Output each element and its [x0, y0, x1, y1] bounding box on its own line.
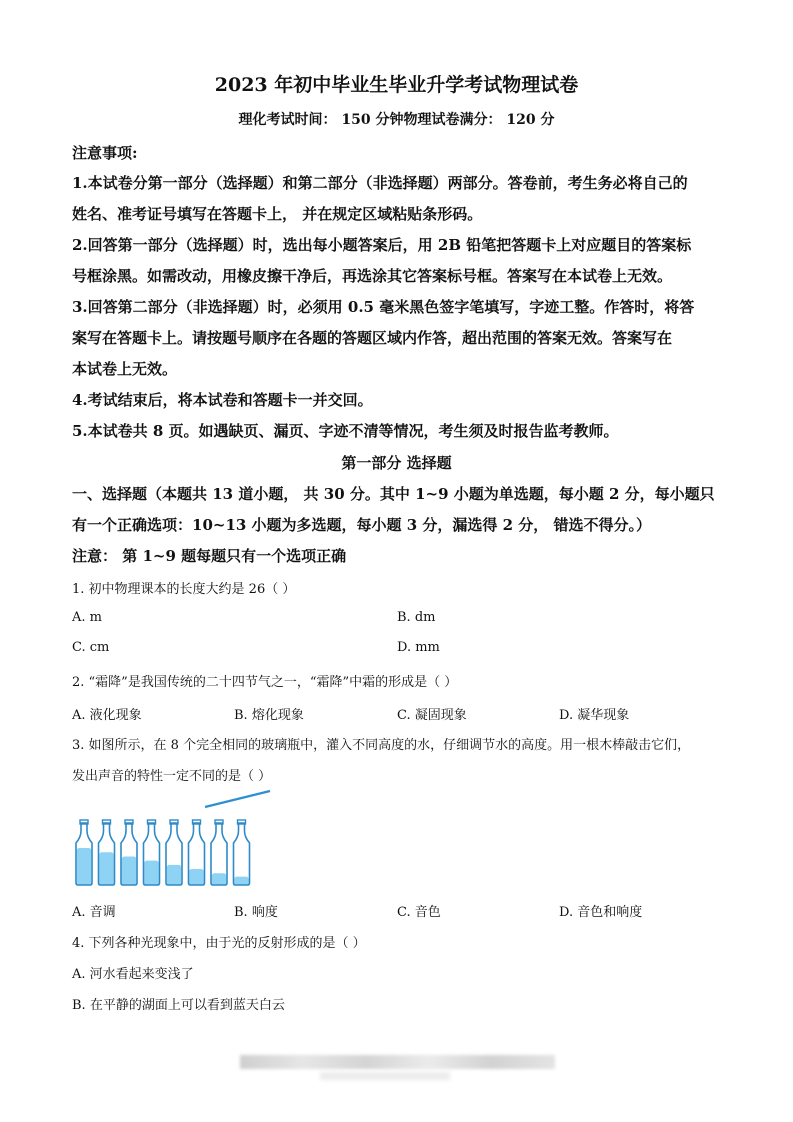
q2-option-a: A. 液化现象: [72, 708, 142, 723]
bottle-cap: [215, 820, 223, 824]
q4-option-b: B. 在平静的湖面上可以看到蓝天白云: [72, 998, 285, 1013]
bottle-cap: [170, 820, 178, 824]
notice-line: 4.考试结束后，将本试卷和答题卡一并交回。: [72, 391, 373, 409]
q1-option-c: C. cm: [72, 640, 110, 655]
q2-option-d: D. 凝华现象: [559, 708, 630, 723]
q1-option-b: B. dm: [397, 610, 436, 625]
water-fill: [189, 869, 203, 885]
question-1-stem: 1. 初中物理课本的长度大约是 26（ ）: [72, 582, 296, 597]
bottle-cap: [80, 820, 88, 824]
q1-option-d: D. mm: [397, 640, 440, 655]
water-fill: [212, 873, 226, 885]
notice-line: 1.本试卷分第一部分（选择题）和第二部分（非选择题）两部分。答卷前，考生务必将自己的: [72, 174, 688, 192]
q3-option-c: C. 音色: [397, 905, 441, 920]
question-3-stem-cont: 发出声音的特性一定不同的是（ ）: [72, 769, 272, 784]
part1-heading: 第一部分 选择题: [341, 454, 452, 472]
glass-bottle: [99, 820, 115, 885]
water-fill: [122, 856, 136, 885]
water-fill: [77, 848, 91, 885]
exam-subtitle: 理化考试时间： 150 分钟物理试卷满分： 120 分: [238, 112, 555, 128]
exam-title: 2023 年初中毕业生毕业升学考试物理试卷: [214, 74, 579, 96]
wooden-stick: [205, 791, 270, 807]
bottle-cap: [193, 820, 201, 824]
q2-option-c: C. 凝固现象: [397, 708, 467, 723]
blurred-footer: [240, 1055, 555, 1069]
bottle-cap: [103, 820, 111, 824]
bottle-outline: [234, 823, 250, 885]
glass-bottle: [211, 820, 227, 885]
water-fill: [144, 861, 158, 885]
glass-bottle: [76, 820, 92, 885]
glass-bottle: [189, 820, 205, 885]
glass-bottle: [166, 820, 182, 885]
section-instruction: 有一个正确选项：10~13 小题为多选题，每小题 3 分，漏选得 2 分， 错选不得分。）: [72, 516, 652, 534]
glass-bottle: [121, 820, 137, 885]
section-instruction: 一、选择题（本题共 13 道小题， 共 30 分。其中 1~9 小题为单选题，每小题 2 分，每小题只: [72, 485, 715, 503]
notice-line: 姓名、准考证号填写在答题卡上， 并在规定区域粘贴条形码。: [72, 205, 483, 223]
bottle-cap: [125, 820, 133, 824]
water-fill: [99, 852, 113, 885]
water-fill: [234, 877, 248, 885]
notice-line: 号框涂黑。如需改动，用橡皮擦干净后，再选涂其它答案标号框。答案写在本试卷上无效。: [72, 267, 673, 285]
water-fill: [167, 865, 181, 885]
bottle-cap: [148, 820, 156, 824]
q3-option-a: A. 音调: [72, 905, 116, 920]
notice-line: 3.回答第二部分（非选择题）时，必须用 0.5 毫米黑色签字笔填写，字迹工整。作答时，将答: [72, 298, 695, 316]
q1-option-a: A. m: [72, 610, 102, 625]
question-3-stem: 3. 如图所示，在 8 个完全相同的玻璃瓶中，灌入不同高度的水，仔细调节水的高度。用一根木棒敲击它们，: [72, 738, 691, 753]
q2-option-b: B. 熔化现象: [234, 708, 304, 723]
blurred-footer-line: [320, 1072, 450, 1080]
notice-line: 本试卷上无效。: [72, 360, 178, 378]
glass-bottles-figure: [70, 785, 290, 890]
q4-option-a: A. 河水看起来变浅了: [72, 967, 194, 982]
q3-option-b: B. 响度: [234, 905, 278, 920]
notice-line: 5.本试卷共 8 页。如遇缺页、漏页、字迹不清等情况，考生须及时报告监考教师。: [72, 422, 619, 440]
glass-bottle: [144, 820, 160, 885]
glass-bottle: [234, 820, 250, 885]
question-4-stem: 4. 下列各种光现象中，由于光的反射形成的是（ ）: [72, 936, 366, 951]
notice-line: 2.回答第一部分（选择题）时，选出每小题答案后，用 2B 铅笔把答题卡上对应题目的答案标: [72, 236, 692, 254]
notice-heading: 注意事项:: [72, 144, 138, 162]
q3-option-d: D. 音色和响度: [559, 905, 643, 920]
question-2-stem: 2. “霜降”是我国传统的二十四节气之一，“霜降”中霜的形成是（ ）: [72, 675, 458, 690]
bottle-cap: [238, 820, 246, 824]
notice-line: 案写在答题卡上。请按题号顺序在各题的答题区域内作答，超出范围的答案无效。答案写在: [72, 329, 673, 347]
section-note: 注意： 第 1~9 题每题只有一个选项正确: [72, 547, 347, 565]
